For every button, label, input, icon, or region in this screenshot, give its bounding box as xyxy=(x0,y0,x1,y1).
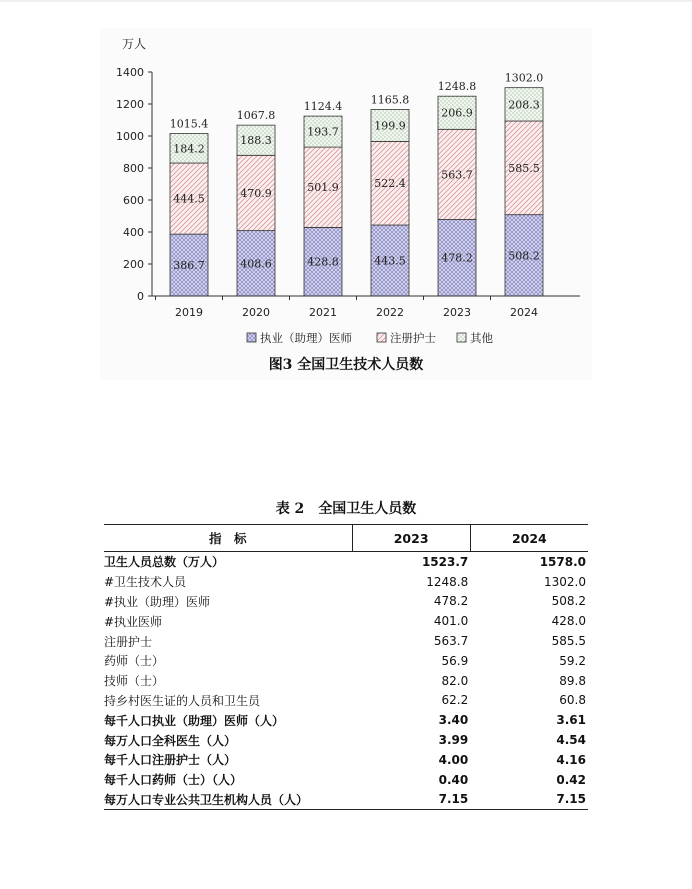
table-row xyxy=(104,730,588,750)
row-label: 药师（士） xyxy=(104,654,165,669)
bar-segment-label: 522.4 xyxy=(374,177,406,191)
row-label: 卫生人员总数（万人） xyxy=(104,555,225,570)
legend-label: 执业（助理）医师 xyxy=(260,331,352,345)
row-label: #卫生技术人员 xyxy=(104,575,187,590)
bar-segment-label: 386.7 xyxy=(173,259,205,273)
y-tick-label: 800 xyxy=(123,162,144,175)
bar-segment-label: 443.5 xyxy=(374,254,406,268)
row-value-2023: 1248.8 xyxy=(426,574,469,589)
x-tick-label: 2024 xyxy=(510,306,538,319)
x-tick-label: 2022 xyxy=(376,306,404,319)
y-tick-label: 1000 xyxy=(116,130,144,143)
table-row xyxy=(104,611,588,631)
bar-total-label: 1015.4 xyxy=(169,117,209,131)
bar-segment-label: 206.9 xyxy=(441,106,473,120)
table-title-text: 全国卫生人员数 xyxy=(318,501,417,517)
top-border xyxy=(0,0,692,2)
bar-segment-label: 444.5 xyxy=(173,192,205,206)
bar-segment-label: 428.8 xyxy=(307,255,339,269)
row-value-2024: 89.8 xyxy=(559,673,586,688)
y-tick-label: 1400 xyxy=(116,66,144,79)
row-value-2024: 4.16 xyxy=(556,752,586,767)
row-label: 每万人口专业公共卫生机构人员（人） xyxy=(104,790,352,810)
header-year-2024: 2024 xyxy=(470,525,588,552)
table-row xyxy=(104,710,588,730)
x-axis xyxy=(152,296,580,319)
table-row xyxy=(104,790,588,810)
table-row xyxy=(104,671,588,691)
y-axis xyxy=(116,66,152,303)
row-value-2024: 4.54 xyxy=(556,733,586,748)
row-label: 每千人口执业（助理）医师（人） xyxy=(104,713,285,728)
table-row xyxy=(104,631,588,651)
table-row xyxy=(104,572,588,592)
x-tick-label: 2023 xyxy=(443,306,471,319)
table-row xyxy=(104,691,588,711)
y-tick-label: 0 xyxy=(137,290,144,303)
table-row xyxy=(104,651,588,671)
bar-segment-label: 188.3 xyxy=(240,134,272,148)
row-value-2023: 401.0 xyxy=(433,614,469,629)
legend-swatch xyxy=(247,333,256,342)
row-value-2024: 7.15 xyxy=(470,790,588,810)
row-value-2023: 62.2 xyxy=(441,693,469,708)
chart-title: 图3 全国卫生技术人员数 xyxy=(268,357,424,373)
legend-label: 其他 xyxy=(470,331,493,345)
row-label: 持乡村医生证的人员和卫生员 xyxy=(104,693,261,708)
row-value-2023: 563.7 xyxy=(433,634,469,649)
table-title-number: 表 2 xyxy=(275,501,305,517)
x-tick-label: 2019 xyxy=(175,306,203,319)
row-value-2024: 508.2 xyxy=(551,594,586,609)
bar-segment-label: 408.6 xyxy=(240,257,272,271)
row-value-2024: 60.8 xyxy=(559,693,586,708)
table-title xyxy=(104,498,588,518)
y-axis-unit-label: 万人 xyxy=(122,37,147,51)
header-year-2023: 2023 xyxy=(352,525,470,552)
row-value-2024: 1302.0 xyxy=(544,574,586,589)
row-value-2023: 4.00 xyxy=(438,752,469,767)
row-value-2024: 1578.0 xyxy=(539,554,586,569)
row-value-2023: 82.0 xyxy=(441,673,469,688)
table-header-row xyxy=(104,525,588,552)
bar-segment-label: 585.5 xyxy=(508,161,540,175)
row-label: #执业医师 xyxy=(104,614,163,629)
row-value-2023: 3.99 xyxy=(438,733,469,748)
legend-swatch xyxy=(457,333,466,342)
row-label: #执业（助理）医师 xyxy=(104,594,211,609)
y-tick-label: 600 xyxy=(123,194,144,207)
row-value-2024: 59.2 xyxy=(559,653,586,668)
chart-legend xyxy=(247,331,493,345)
row-label: 技师（士） xyxy=(104,674,165,689)
row-value-2023: 7.15 xyxy=(352,790,470,810)
row-value-2023: 0.40 xyxy=(438,772,469,787)
x-tick-label: 2020 xyxy=(242,306,270,319)
bar-total-label: 1067.8 xyxy=(236,109,276,123)
bar-total-label: 1302.0 xyxy=(504,71,544,85)
row-label: 每千人口药师（士）（人） xyxy=(104,773,243,788)
table-row xyxy=(104,770,588,790)
y-tick-label: 200 xyxy=(123,258,144,271)
bars-group xyxy=(170,72,544,296)
y-tick-label: 1200 xyxy=(116,98,144,111)
row-value-2023: 3.40 xyxy=(438,713,469,728)
bar-total-label: 1165.8 xyxy=(370,93,410,107)
bar-segment-label: 501.9 xyxy=(307,181,339,195)
bar-segment-label: 478.2 xyxy=(441,251,473,265)
bar-segment-label: 193.7 xyxy=(307,125,339,139)
health-personnel-table xyxy=(104,524,588,810)
x-tick-label: 2021 xyxy=(309,306,337,319)
row-value-2024: 428.0 xyxy=(551,614,586,629)
bar-total-label: 1248.8 xyxy=(437,80,477,94)
bar-segment-label: 208.3 xyxy=(508,98,540,112)
row-value-2024: 585.5 xyxy=(551,634,586,649)
row-value-2023: 1523.7 xyxy=(421,554,469,569)
bar-segment-label: 199.9 xyxy=(374,119,406,133)
legend-label: 注册护士 xyxy=(390,331,436,345)
bar-total-label: 1124.4 xyxy=(303,100,343,114)
row-label: 每万人口全科医生（人） xyxy=(104,733,237,748)
header-indicator: 指 标 xyxy=(104,525,352,552)
row-value-2023: 56.9 xyxy=(441,653,469,668)
table-row xyxy=(104,750,588,770)
row-value-2024: 0.42 xyxy=(556,772,586,787)
bar-segment-label: 184.2 xyxy=(173,142,205,156)
row-label: 每千人口注册护士（人） xyxy=(104,753,237,768)
chart-figure xyxy=(100,28,592,380)
row-label: 注册护士 xyxy=(104,634,153,649)
y-tick-label: 400 xyxy=(123,226,144,239)
row-value-2024: 3.61 xyxy=(556,713,586,728)
bar-segment-label: 563.7 xyxy=(441,168,473,182)
row-value-2023: 478.2 xyxy=(433,594,469,609)
table-row xyxy=(104,592,588,612)
bar-segment-label: 508.2 xyxy=(508,249,540,263)
bar-segment-label: 470.9 xyxy=(240,186,272,200)
stacked-bar-chart xyxy=(100,28,592,348)
legend-swatch xyxy=(377,333,386,342)
table-row xyxy=(104,552,588,572)
